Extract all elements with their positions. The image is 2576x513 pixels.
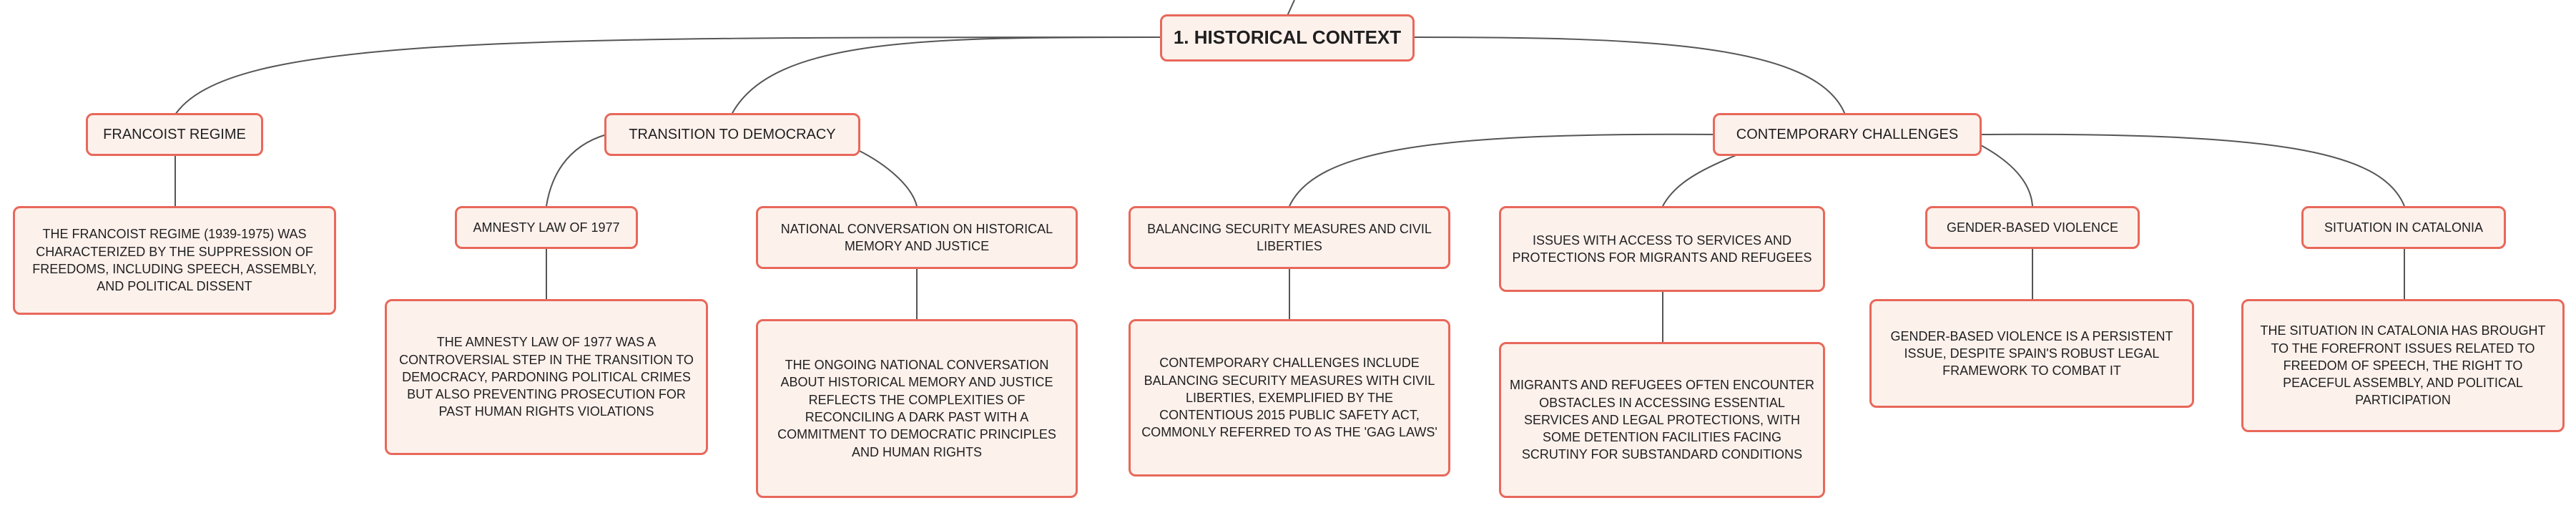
root-node[interactable] <box>1160 14 1415 62</box>
detail-francoist-regime[interactable] <box>13 206 336 315</box>
node-national-conversation[interactable] <box>756 206 1078 269</box>
detail-national-conversation[interactable] <box>756 319 1078 498</box>
detail-amnesty-law[interactable] <box>385 299 708 455</box>
connector-contemporary-balancing <box>1289 135 1715 206</box>
root-label: 1. HISTORICAL CONTEXT <box>1173 26 1402 49</box>
detail-text: CONTEMPORARY CHALLENGES INCLUDE BALANCING SECURITY MEASURES WITH CIVIL LIBERTIES, EXEMPLIFIED BY THE CONTENTIOUS 2015 PUBLIC SAFETY ACT, COMMONLY REFERRED TO AS THE 'GAG LAWS' <box>1141 356 1437 440</box>
connector-contemporary-catalonia <box>1980 135 2404 206</box>
node-label: NATIONAL CONVERSATION ON HISTORICAL MEMORY AND JUSTICE <box>780 221 1053 253</box>
connector-contemporary-migrants <box>1663 155 1738 206</box>
connector-root-contemporary <box>1415 37 1845 114</box>
node-transition-to-democracy[interactable] <box>604 113 860 156</box>
node-francoist-regime[interactable] <box>86 113 263 156</box>
node-label: TRANSITION TO DEMOCRACY <box>629 126 836 142</box>
detail-gender-based-violence[interactable] <box>1869 299 2194 408</box>
detail-text: THE SITUATION IN CATALONIA HAS BROUGHT TO THE FOREFRONT ISSUES RELATED TO FREEDOM OF SPEECH, THE RIGHT TO PEACEFUL ASSEMBLY, AND POLITICAL PARTICIPATION <box>2260 323 2546 408</box>
detail-situation-in-catalonia[interactable] <box>2241 299 2565 432</box>
node-label: CONTEMPORARY CHALLENGES <box>1736 126 1959 142</box>
node-label: BALANCING SECURITY MEASURES AND CIVIL LIBERTIES <box>1147 221 1432 253</box>
detail-balancing-security[interactable] <box>1129 319 1450 477</box>
node-label: GENDER-BASED VIOLENCE <box>1946 220 2119 235</box>
detail-text: GENDER-BASED VIOLENCE IS A PERSISTENT ISSUE, DESPITE SPAIN'S ROBUST LEGAL FRAMEWORK TO COMBAT IT <box>1890 328 2173 378</box>
connector-transition-national <box>858 150 917 206</box>
node-situation-in-catalonia[interactable] <box>2301 206 2506 249</box>
connector-root-stub <box>1287 0 1294 16</box>
node-contemporary-challenges[interactable] <box>1713 113 1982 156</box>
connector-contemporary-gender <box>1980 145 2032 206</box>
node-label: SITUATION IN CATALONIA <box>2324 220 2484 235</box>
node-balancing-security[interactable] <box>1129 206 1450 269</box>
detail-text: THE AMNESTY LAW OF 1977 WAS A CONTROVERSIAL STEP IN THE TRANSITION TO DEMOCRACY, PARDONING POLITICAL CRIMES BUT ALSO PREVENTING PROSECUTION FOR PAST HUMAN RIGHTS VIOLATIONS <box>399 335 694 419</box>
connector-root-transition <box>732 37 1160 114</box>
node-amnesty-law[interactable] <box>455 206 638 249</box>
node-label: ISSUES WITH ACCESS TO SERVICES AND PROTECTIONS FOR MIGRANTS AND REFUGEES <box>1512 233 1812 265</box>
node-migrants-refugees[interactable] <box>1499 206 1825 292</box>
detail-migrants-refugees[interactable] <box>1499 342 1825 498</box>
detail-text: THE ONGOING NATIONAL CONVERSATION ABOUT HISTORICAL MEMORY AND JUSTICE REFLECTS THE COMPLEXITIES OF RECONCILING A DARK PAST WITH A COMMITMENT TO DEMOCRATIC PRINCIPLES AND HUMAN RIGHTS <box>777 358 1056 459</box>
connector-root-francoist <box>175 37 1160 114</box>
connector-transition-amnesty <box>546 135 606 206</box>
detail-text: THE FRANCOIST REGIME (1939-1975) WAS CHARACTERIZED BY THE SUPPRESSION OF FREEDOMS, INCLUDING SPEECH, ASSEMBLY, AND POLITICAL DISSENT <box>32 227 317 294</box>
node-label: FRANCOIST REGIME <box>103 126 246 142</box>
detail-text: MIGRANTS AND REFUGEES OFTEN ENCOUNTER OBSTACLES IN ACCESSING ESSENTIAL SERVICES AND LEGAL PROTECTIONS, WITH SOME DETENTION FACILITIES FACING SCRUTINY FOR SUBSTANDARD CONDITIONS <box>1509 378 1815 462</box>
node-label: AMNESTY LAW OF 1977 <box>473 220 620 235</box>
node-gender-based-violence[interactable] <box>1925 206 2140 249</box>
